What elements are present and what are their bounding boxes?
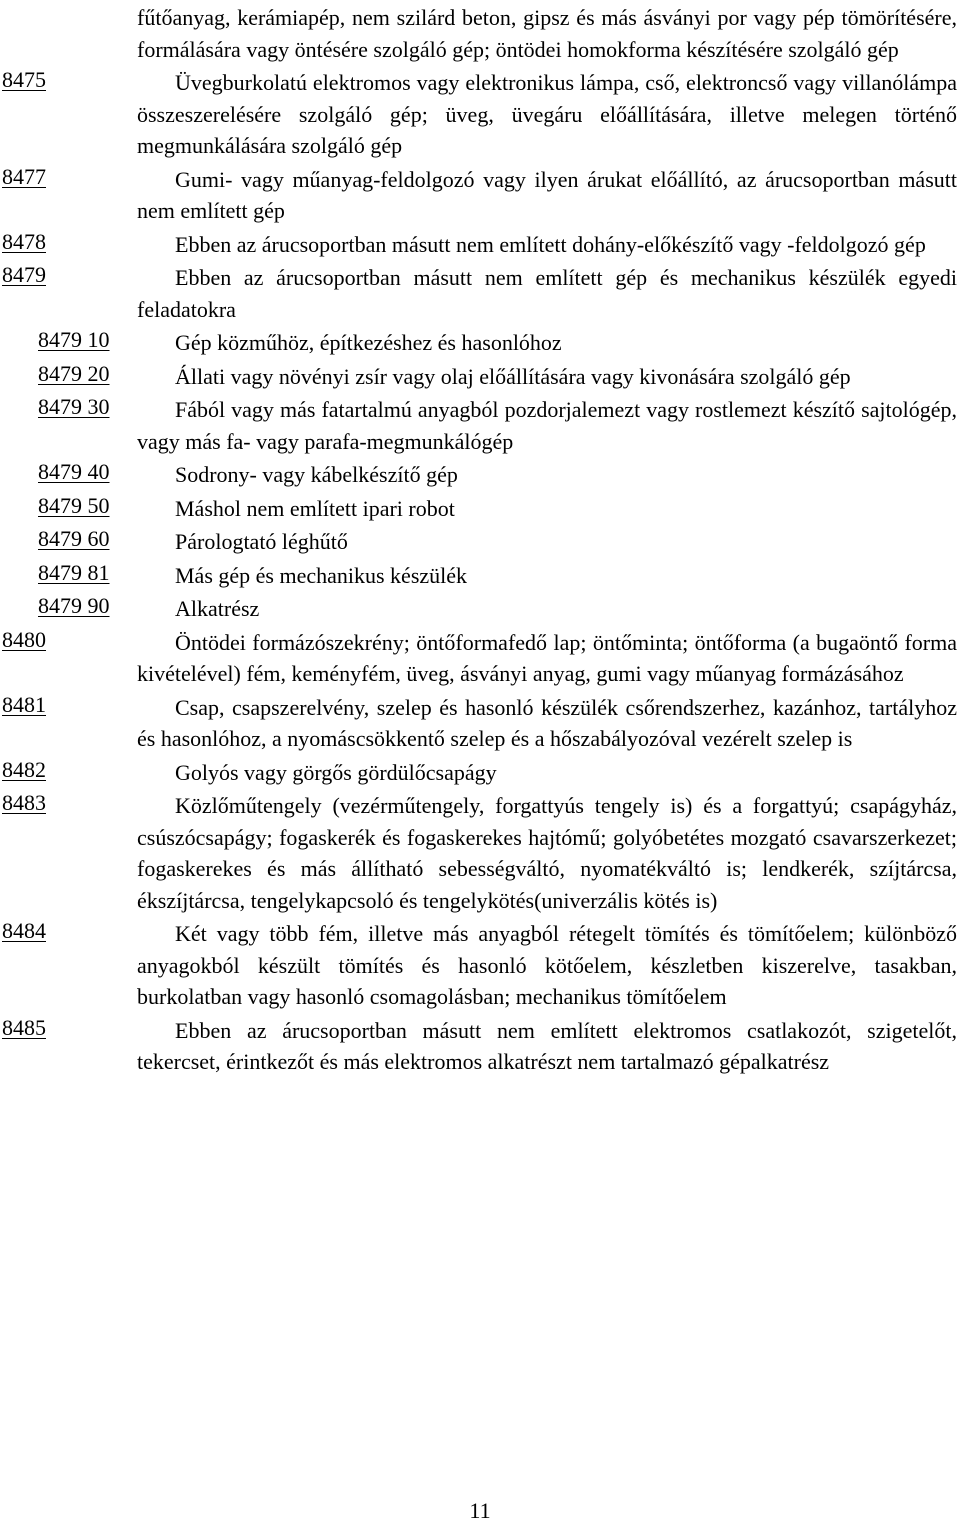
tariff-subentry-847960 bbox=[0, 526, 960, 558]
tariff-subentry-847930 bbox=[0, 394, 960, 457]
tariff-entry-8483 bbox=[0, 790, 960, 916]
tariff-entry-8480 bbox=[0, 627, 960, 690]
tariff-subcode: 8479 81 bbox=[38, 559, 110, 585]
tariff-code: 8485 bbox=[2, 1014, 46, 1040]
tariff-subentry-847910 bbox=[0, 327, 960, 359]
tariff-code: 8484 bbox=[2, 918, 46, 943]
tariff-code: 8480 bbox=[2, 626, 46, 652]
entry-description: Gép közműhöz, építkezéshez és hasonlóhoz bbox=[175, 330, 562, 355]
entry-description: Máshol nem említett ipari robot bbox=[175, 495, 455, 521]
tariff-entry-8481 bbox=[0, 692, 960, 755]
entry-description: Két vagy több fém, illetve más anyagból rétegelt tömítés és tömítőelem; különböző anyagokból készült tömítés és hasonló kötőelem, készletben kiszerelve, tasakban, burkolatban vagy hasonló csomagolásban; mechanikus tömítőelem bbox=[137, 921, 957, 1009]
tariff-entry-8475 bbox=[0, 67, 960, 162]
tariff-subcode: 8479 90 bbox=[38, 593, 110, 618]
entry-description: Csap, csapszerelvény, szelep és hasonló készülék csőrendszerhez, kazánhoz, tartályhoz és hasonlóhoz, a nyomáscsökkentő szelep és a hőszabályozóval vezérelt szelep is bbox=[137, 694, 957, 751]
tariff-code: 8479 bbox=[2, 262, 46, 287]
entry-description: Sodrony- vagy kábelkészítő gép bbox=[175, 462, 458, 487]
tariff-code: 8477 bbox=[2, 163, 46, 189]
tariff-entry-8485 bbox=[0, 1015, 960, 1078]
page-number: 11 bbox=[469, 1498, 491, 1523]
entry-description: Üvegburkolatú elektromos vagy elektronikus lámpa, cső, elektroncső vagy villanólámpa összeszerelésére szolgáló gép; üveg, üvegáru előállítására, illetve melegen történő megmunkálására szolgáló gép bbox=[137, 70, 957, 158]
tariff-code: 8478 bbox=[2, 228, 46, 254]
tariff-entry-8482 bbox=[0, 757, 960, 789]
entry-description: Öntödei formázószekrény; öntőformafedő lap; öntőminta; öntőforma (a bugaöntő forma kivételével) fém, keményfém, üveg, ásványi anyag, gumi vagy műanyag formázásához bbox=[137, 629, 957, 686]
entry-description: Fából vagy más fatartalmú anyagból pozdorjalemezt vagy rostlemezt készítő sajtológép, vagy más fa- vagy parafa-megmunkálógép bbox=[137, 397, 957, 454]
entry-description: Ebben az árucsoportban másutt nem említett gép és mechanikus készülék egyedi feladatokra bbox=[137, 265, 957, 322]
tariff-subentry-847990 bbox=[0, 593, 960, 625]
entry-description: Alkatrész bbox=[175, 596, 260, 621]
continuation-entry bbox=[0, 2, 960, 65]
document-page bbox=[0, 2, 960, 1080]
entry-description: Más gép és mechanikus készülék bbox=[175, 562, 468, 588]
tariff-code: 8475 bbox=[2, 67, 46, 92]
tariff-subentry-847950 bbox=[0, 493, 960, 525]
tariff-code: 8481 bbox=[2, 691, 46, 717]
entry-description: fűtőanyag, kerámiapép, nem szilárd beton, gipsz és más ásványi por vagy pép tömörítésére, formálására vagy öntésére szolgáló gép; öntödei homokforma készítésére szolgáló gép bbox=[137, 5, 957, 62]
tariff-entry-8479 bbox=[0, 262, 960, 325]
tariff-code: 8482 bbox=[2, 756, 46, 782]
entry-description: Közlőműtengely (vezérműtengely, forgattyús tengely is) és a forgattyú; csapágyház, csúszócsapágy; fogaskerék és fogaskerekes hajtómű; golyóbetétes mozgató csavarszerkezet; fogaskerekes és más állítható sebességváltó, nyomatékváltó is; lendkerék, szíjtárcsa, ékszíjtárcsa, tengelykapcsoló és tengelykötés(univerzális kötés is) bbox=[137, 793, 957, 913]
tariff-subentry-847981 bbox=[0, 560, 960, 592]
tariff-subcode: 8479 40 bbox=[38, 459, 110, 484]
tariff-subcode: 8479 20 bbox=[38, 360, 110, 386]
tariff-entry-8484 bbox=[0, 918, 960, 1013]
tariff-subcode: 8479 30 bbox=[38, 394, 110, 419]
entry-description: Golyós vagy görgős gördülőcsapágy bbox=[175, 759, 497, 785]
tariff-subcode: 8479 10 bbox=[38, 327, 110, 352]
entry-description: Ebben az árucsoportban másutt nem említett elektromos csatlakozót, szigetelőt, tekercset, érintkezőt és más elektromos alkatrészt nem tartalmazó gépalkatrész bbox=[137, 1017, 957, 1074]
entry-description: Ebben az árucsoportban másutt nem említett dohány-előkészítő vagy -feldolgozó gép bbox=[175, 231, 926, 257]
tariff-code: 8483 bbox=[2, 790, 46, 815]
tariff-subentry-847920 bbox=[0, 361, 960, 393]
entry-description: Párologtató léghűtő bbox=[175, 529, 348, 554]
tariff-entry-8478 bbox=[0, 229, 960, 261]
tariff-subentry-847940 bbox=[0, 459, 960, 491]
entry-description: Állati vagy növényi zsír vagy olaj előállítására vagy kivonására szolgáló gép bbox=[175, 363, 851, 389]
entry-description: Gumi- vagy műanyag-feldolgozó vagy ilyen árukat előállító, az árucsoportban másutt nem említett gép bbox=[137, 166, 957, 223]
tariff-subcode: 8479 50 bbox=[38, 492, 110, 518]
tariff-subcode: 8479 60 bbox=[38, 526, 110, 551]
tariff-entry-8477 bbox=[0, 164, 960, 227]
